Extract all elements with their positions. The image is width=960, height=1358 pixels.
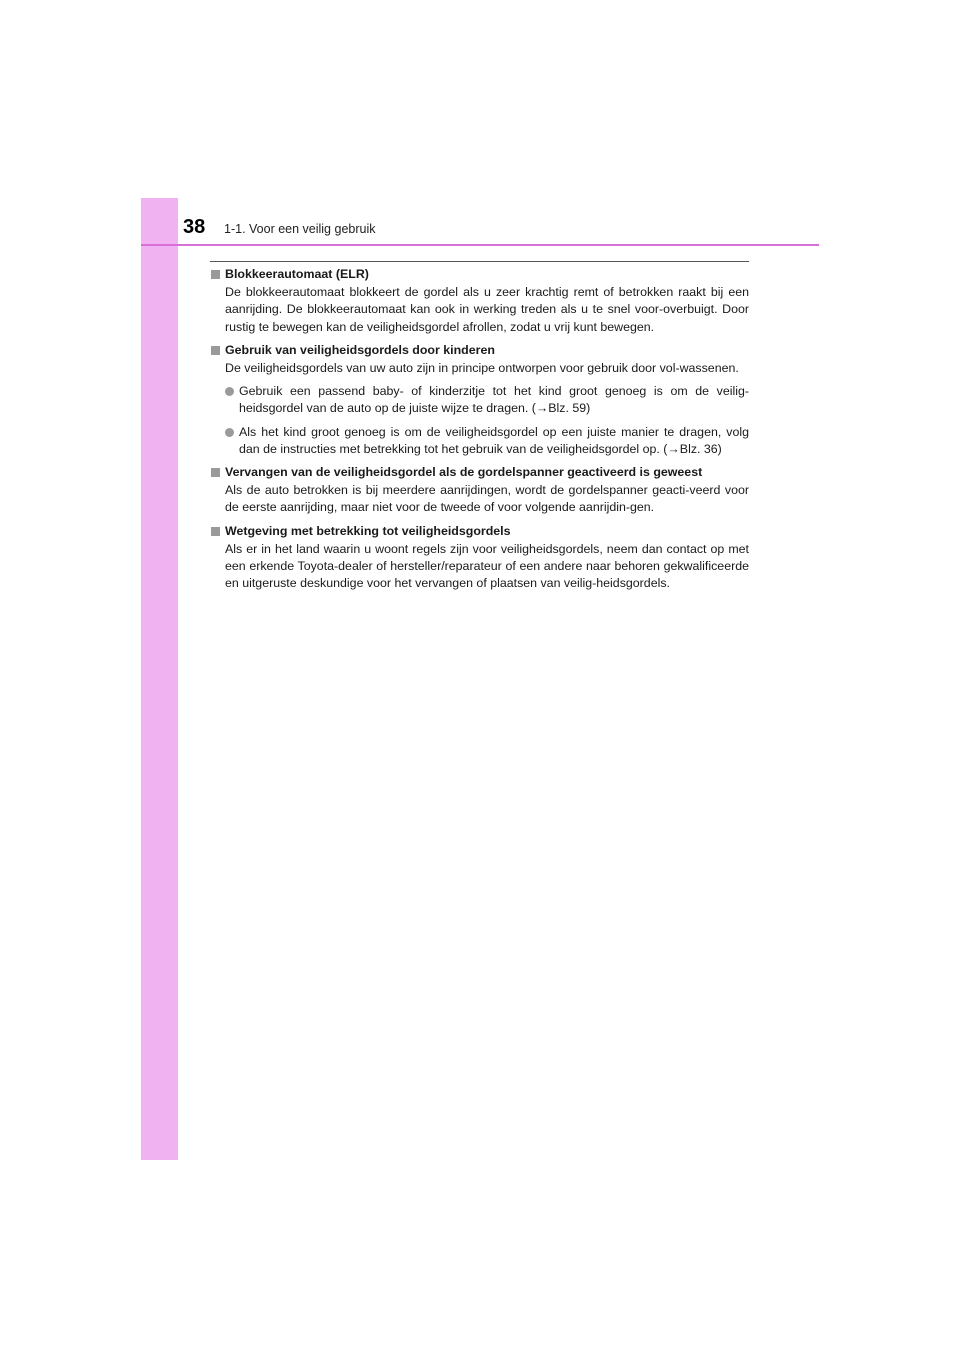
chapter-side-tab (141, 198, 178, 1160)
section-heading-text: Vervangen van de veiligheidsgordel als de gordelspanner geactiveerd is geweest (225, 465, 703, 480)
page-content (210, 266, 749, 592)
section-heading (210, 523, 749, 540)
header-divider (141, 244, 819, 246)
list-item-text: Als het kind groot genoeg is om de veiligheidsgordel op een juiste manier te dragen, volg dan de instructies met betrekking tot het gebruik van de veiligheidsgordel op. (→Blz. 36) (239, 424, 749, 456)
section-heading (210, 342, 749, 359)
header-tab-block (141, 198, 178, 244)
section-paragraph: Als er in het land waarin u woont regels zijn voor veiligheidsgordels, neem dan contact op met een erkende Toyota-dealer of hersteller/reparateur of een andere naar behoren gekwalificeerde en uitgeruste deskundige voor het vervangen of plaatsen van veilig-heidsgordels. (225, 541, 749, 591)
square-bullet-icon (211, 527, 220, 536)
square-bullet-icon (211, 346, 220, 355)
section-paragraph: De veiligheidsgordels van uw auto zijn in principe ontworpen voor gebruik door vol-wassenen. (225, 361, 739, 376)
section-heading-text: Blokkeerautomaat (ELR) (225, 267, 369, 281)
page-header (141, 198, 819, 244)
content-top-rule (210, 261, 749, 262)
list-item (210, 424, 749, 458)
square-bullet-icon (211, 270, 220, 279)
section-paragraph: Als de auto betrokken is bij meerdere aanrijdingen, wordt de gordelspanner geacti-veerd voor de eerste aanrijding, maar niet voor de tweede of voor volgende aanrijdin-gen. (225, 483, 749, 515)
section-heading-text: Wetgeving met betrekking tot veiligheidsgordels (225, 523, 511, 538)
section-title: 1-1. Voor een veilig gebruik (224, 222, 376, 236)
section-heading (210, 464, 749, 481)
circle-bullet-icon (225, 428, 234, 437)
page-number: 38 (183, 216, 206, 238)
square-bullet-icon (211, 468, 220, 477)
section-paragraph: De blokkeerautomaat blokkeert de gordel als u zeer krachtig remt of betrokken raakt bij een aanrijding. De blokkeerautomaat kan ook in werking treden als u te snel voor-overbuigt. Door rustig te bewegen kan de veiligheidsgordel afrollen, zodat u vrij kunt bewegen. (225, 285, 749, 334)
circle-bullet-icon (225, 387, 234, 396)
list-item (210, 383, 749, 417)
section-heading (210, 266, 749, 283)
section-heading-text: Gebruik van veiligheidsgordels door kinderen (225, 342, 495, 357)
list-item-text: Gebruik een passend baby- of kinderzitje tot het kind groot genoeg is om de veilig-heidsgordel van de auto op de juiste wijze te dragen. (→Blz. 59) (239, 384, 749, 416)
